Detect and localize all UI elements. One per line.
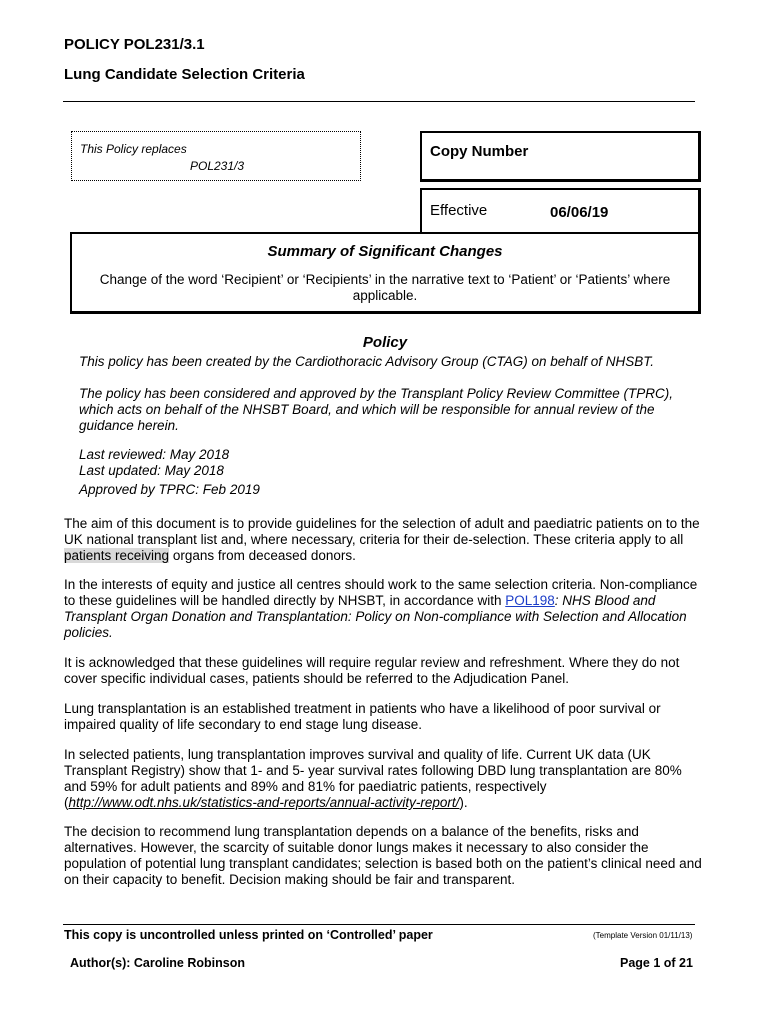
policy-title: POLICY POL231/3.1 (64, 36, 205, 53)
template-version: (Template Version 01/11/13) (593, 931, 693, 940)
paragraph-survival-part2: ). (459, 795, 468, 810)
highlighted-text: patients receiving (64, 548, 170, 563)
odt-report-link[interactable]: http://www.odt.nhs.uk/statistics-and-reports/annual-activity-report/ (68, 795, 460, 810)
paragraph-equity (64, 577, 704, 641)
paragraph-established: Lung transplantation is an established treatment in patients who have a likelihood of poor survival or impaired quality of life secondary to end stage lung disease. (64, 701, 661, 732)
paragraph-equity-part1: In the interests of equity and justice all centres should work to the same selection criteria. Non-compliance to these guidelines will be handled directly by NHSBT, in accordance with (64, 577, 698, 608)
paragraph-aim (64, 516, 704, 564)
effective-label: Effective (430, 202, 488, 219)
last-reviewed: Last reviewed: May 2018 (79, 447, 230, 462)
footer-divider (63, 924, 695, 925)
paragraph-decision: The decision to recommend lung transplantation depends on a balance of the benefits, risks and alternatives. However, the scarcity of suitable donor lungs makes it necessary to also consider the population of potential lung transplant candidates; selection is based both on the patient’s clinical need and on their capacity to benefit. Decision making should be fair and transparent. (64, 824, 702, 887)
paragraph-aim-part1: The aim of this document is to provide guidelines for the selection of adult and paediatric patients on to the UK national transplant list and, where necessary, criteria for their de-selection. These criteria apply to all (64, 516, 700, 547)
summary-box (70, 232, 701, 314)
pol198-link[interactable]: POL198 (505, 593, 555, 608)
policy-heading: Policy (362, 334, 408, 351)
paragraph-survival-part1: In selected patients, lung transplantation improves survival and quality of life. Current UK data (UK Transplant Registry) show that 1- and 5- year survival rates following DBD lung transplantation are 80% and 59% for adult patients and 89% and 81% for paediatric patients, respectively ( (64, 747, 682, 810)
header-divider (63, 101, 695, 102)
effective-box (420, 188, 701, 233)
last-updated: Last updated: May 2018 (79, 463, 224, 478)
policy-approved: The policy has been considered and approved by the Transplant Policy Review Committee (TPRC), which acts on behalf of the NHSBT Board, and which will be responsible for annual review of the guidance herein. (79, 386, 674, 433)
replaces-value: POL231/3 (190, 159, 245, 173)
paragraph-survival (64, 747, 704, 811)
policy-created: This policy has been created by the Cardiothoracic Advisory Group (CTAG) on behalf of NHSBT. (79, 354, 655, 369)
effective-date: 06/06/19 (550, 204, 609, 221)
copy-number-label: Copy Number (430, 143, 529, 160)
summary-body: Change of the word ‘Recipient’ or ‘Recipients’ in the narrative text to ‘Patient’ or ‘Patients’ where applicable. (99, 272, 671, 303)
paragraph-aim-part2: organs from deceased donors. (169, 548, 356, 563)
paragraph-equity-part2: : NHS Blood and Transplant Organ Donation and Transplantation: Policy on Non-compliance with Selection and Allocation policies. (64, 593, 687, 640)
uncontrolled-notice: This copy is uncontrolled unless printed on ‘Controlled’ paper (64, 928, 433, 942)
summary-title: Summary of Significant Changes (267, 243, 503, 260)
page-number: Page 1 of 21 (620, 956, 693, 970)
approved-by: Approved by TPRC: Feb 2019 (79, 482, 260, 497)
authors: Author(s): Caroline Robinson (70, 956, 245, 970)
policy-subtitle: Lung Candidate Selection Criteria (64, 66, 305, 83)
paragraph-review: It is acknowledged that these guidelines will require regular review and refreshment. Where they do not cover specific individual cases, patients should be referred to the Adjudication Panel. (64, 655, 680, 686)
copy-number-box (420, 131, 701, 182)
replaces-box (71, 131, 361, 181)
replaces-label: This Policy replaces (80, 142, 187, 156)
